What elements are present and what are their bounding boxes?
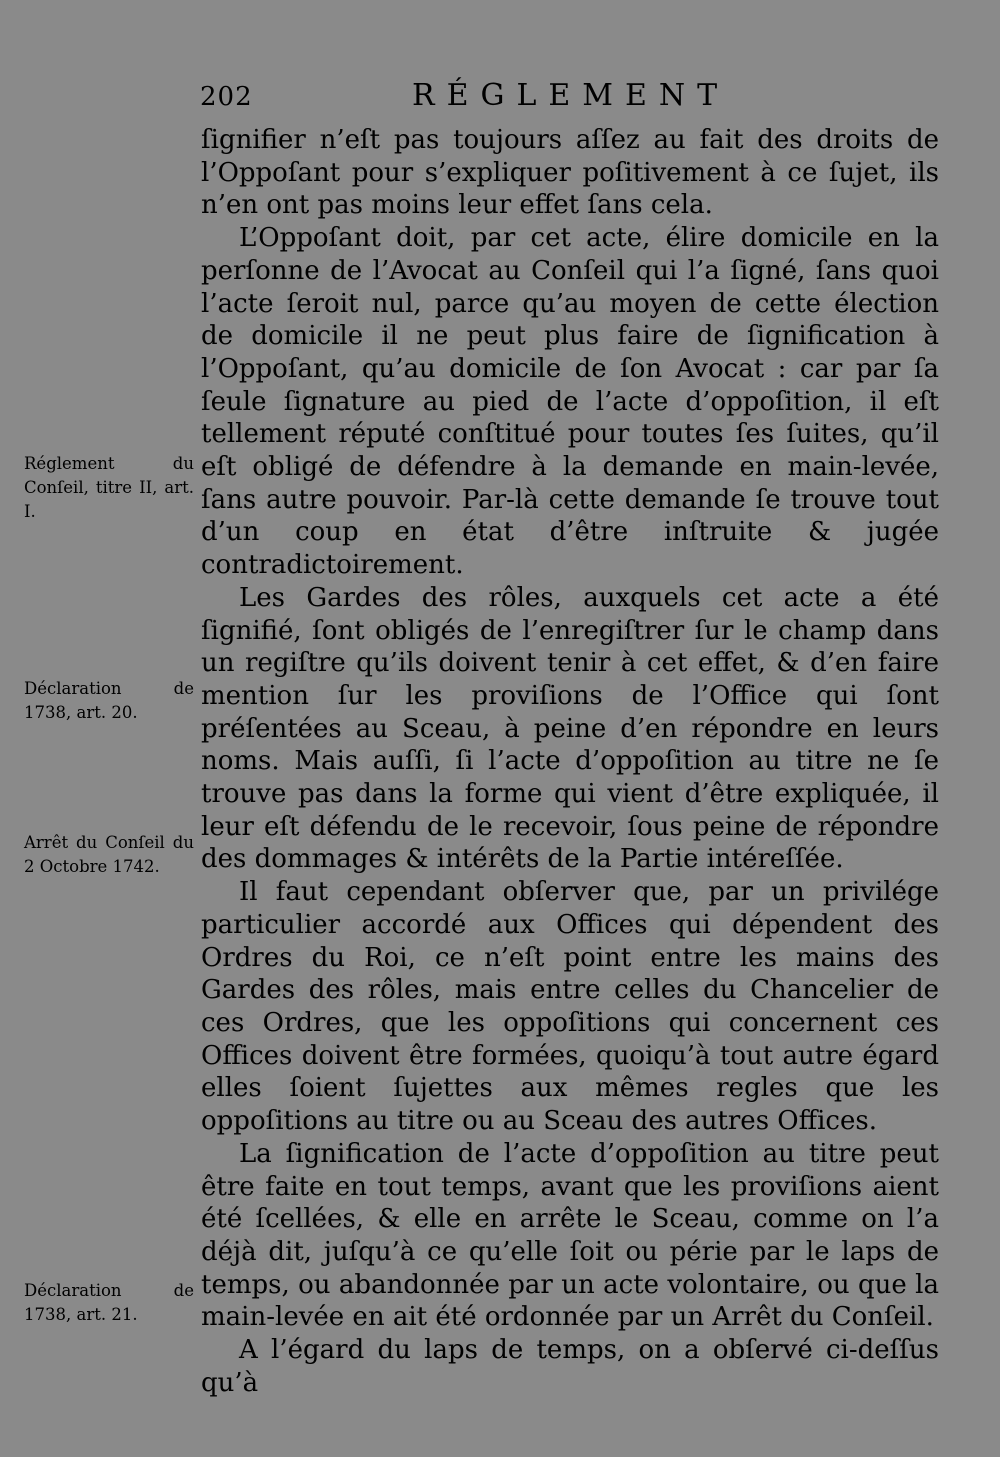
paragraph: ſignifier n’eſt pas toujours aſſez au fait des droits de l’Oppoſant pour s’expliquer poſitivement à ce ſujet, ils n’en ont pas moins leur effet ſans cela. <box>201 125 939 221</box>
paragraph: Les Gardes des rôles, auxquels cet acte a été ſignifié, ſont obligés de l’enregiſtrer ſur le champ dans un regiſtre qu’ils doivent tenir à cet effet, & d’en faire mention ſur les proviſions de l’Office qui ſont préſentées au Sceau, à peine d’en répondre en leurs noms. Mais auſſi, ſi l’acte d’oppoſition au titre ne ſe trouve pas dans la forme qui vient d’être expliquée, il leur eſt défendu de le recevoir, ſous peine de répondre des dommages & intérêts de la Partie intéreſſée. <box>201 582 939 875</box>
margin-note: Réglement du Conſeil, titre II, art. I. <box>24 454 194 521</box>
paragraph: La ſignification de l’acte d’oppoſition au titre peut être faite en tout temps, avant que les proviſions aient été ſcellées, & elle en arrête le Sceau, comme on l’a déjà dit, juſqu’à ce qu’elle ſoit ou périe par le laps de temps, ou abandonnée par un acte volontaire, ou que la main-levée en ait été ordonnée par un Arrêt du Conſeil. <box>201 1138 939 1333</box>
margin-note: Déclaration de 1738, art. 21. <box>24 1281 194 1324</box>
running-title: RÉGLEMENT <box>412 78 730 113</box>
page-number: 202 <box>200 82 253 112</box>
paragraph: L’Oppoſant doit, par cet acte, élire domicile en la perſonne de l’Avocat au Conſeil qui l’a ſigné, ſans quoi l’acte ſeroit nul, parce qu’au moyen de cette élection de domicile il ne peut plus faire de ſignification à l’Oppoſant, qu’au domicile de ſon Avocat : car par ſa ſeule ſignature au pied de l’acte d’oppoſition, il eſt tellement réputé conſtitué pour toutes ſes ſuites, qu’il eſt obligé de défendre à la demande en main-levée, ſans autre pouvoir. Par-là cette demande ſe trouve tout d’un coup en état d’être inſtruite & jugée contradictoirement. <box>201 223 939 581</box>
body-text <box>201 124 939 1399</box>
margin-note: Déclaration de 1738, art. 20. <box>24 679 194 722</box>
paragraph: Il faut cependant obſerver que, par un privilége particulier accordé aux Offices qui dépendent des Ordres du Roi, ce n’eſt point entre les mains des Gardes des rôles, mais entre celles du Chancelier de ces Ordres, que les oppoſitions qui concernent ces Offices doivent être formées, quoiqu’à tout autre égard elles ſoient ſujettes aux mêmes regles que les oppoſitions au titre ou au Sceau des autres Offices. <box>201 877 939 1137</box>
paragraph: A l’égard du laps de temps, on a obſervé ci-deſſus qu’à <box>201 1335 939 1398</box>
margin-note: Arrêt du Conſeil du 2 Octobre 1742. <box>24 833 194 876</box>
page-header <box>200 78 940 118</box>
